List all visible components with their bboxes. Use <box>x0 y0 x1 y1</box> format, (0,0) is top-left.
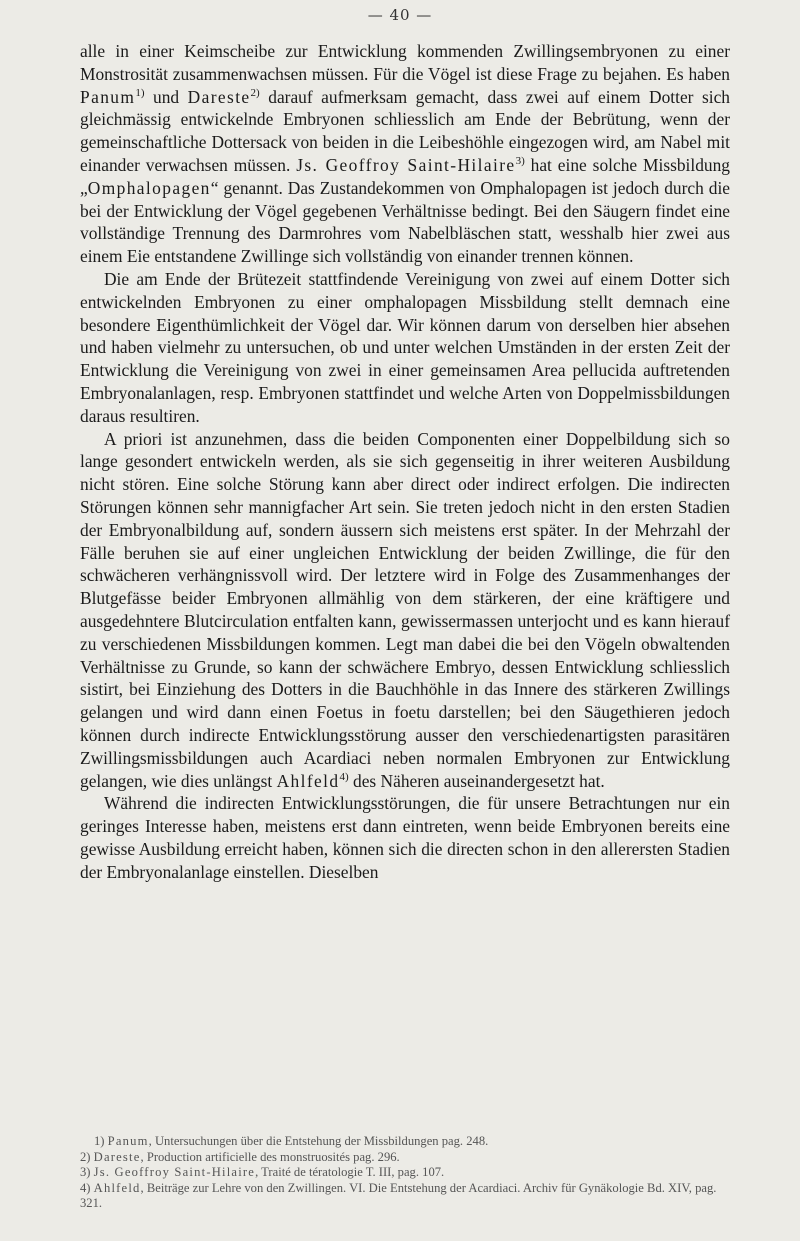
footnote-author: Ahlfeld <box>93 1180 141 1195</box>
footnote <box>80 1165 730 1181</box>
text-run: und <box>144 86 188 107</box>
footnote-mark: 4) <box>80 1180 91 1195</box>
paragraph <box>80 428 730 793</box>
footnote <box>80 1181 730 1212</box>
footnote-reference: 1) <box>135 86 145 99</box>
footnote <box>80 1150 730 1166</box>
footnotes <box>80 1134 730 1212</box>
paragraph <box>80 40 730 268</box>
text-run: hat eine solche Missbildung „ <box>80 154 730 198</box>
author-name: Dareste <box>187 86 251 107</box>
footnote-text: , Traité de tératologie T. III, pag. 107. <box>255 1165 445 1179</box>
footnote-mark: 1) <box>94 1134 105 1148</box>
text-run: Während die indirecten Entwicklungsstörungen, die für unsere Betrachtungen nur ein geringes Interesse haben, meistens erst dann eintreten, wenn beide Embryonen bereits eine gewisse Ausbildung erreicht haben, können sich die directen schon in den allerersten Stadien der Embryonalanlage einstellen. Dieselben <box>80 793 730 882</box>
footnote-reference: 2) <box>250 86 260 99</box>
author-name: Panum <box>80 86 136 107</box>
footnote-author: Panum <box>107 1134 149 1148</box>
text-run: des Näheren auseinandergesetzt hat. <box>348 770 605 791</box>
footnote <box>80 1134 730 1150</box>
footnote-text: , Production artificielle des monstruosités pag. 296. <box>140 1149 400 1164</box>
author-name: Js. Geoffroy Saint-Hilaire <box>296 154 516 175</box>
body-text <box>80 40 730 883</box>
footnote-mark: 2) <box>80 1149 91 1164</box>
page-number: — 40 — <box>367 6 433 24</box>
text-run: darauf aufmerksam gemacht, dass zwei auf einem Dotter sich gleichmässig entwickelnde Embryonen schliesslich am Ende der Bebrütung, wenn der gemeinschaftliche Dottersack von beiden in die Leibeshöhle eingezogen wird, am Nabel mit einander verwachsen müssen. <box>80 86 731 175</box>
footnote-mark: 3) <box>80 1165 91 1179</box>
footnote-text: , Beiträge zur Lehre von den Zwillingen. VI. Die Entstehung der Acardiaci. Archiv für Gynäkologie Bd. XIV, pag. 321. <box>80 1180 717 1210</box>
text-run: A priori ist anzunehmen, dass die beiden Componenten einer Doppelbildung sich so lange gesondert entwickeln werden, als sie sich gegenseitig in ihrer weiteren Ausbildung nicht stören. Eine solche Störung kann aber direct oder indirect erfolgen. Die indirecten Störungen können sehr mannigfacher Art sein. Sie treten jedoch nicht in den ersten Stadien der Embryonalbildung auf, sondern äussern sich meistens erst später. In der Mehrzahl der Fälle beruhen sie auf einer ungleichen Entwicklung der beiden Zwillinge, die für den schwächeren verhängnissvoll wird. Der letztere wird in Folge des Zusammenhanges der Blutgefässe beider Embryonen allmählig von dem stärkeren, der eine kräftigere und ausgedehntere Blutcirculation entfalten kann, gewissermassen unterjocht und es kann hierauf zu verschiedenen Missbildungen kommen. Legt man dabei die bei den Vögeln obwaltenden Verhältnisse zu Grunde, so kann der schwächere Embryo, dessen Entwicklung schliesslich sistirt, bei Einziehung des Dotters in die Bauchhöhle in das Innere des stärkeren Zwillings gelangen und wird dann einen Foetus in foetu darstellen; bei den Säugethieren jedoch können durch indirecte Entwicklungsstörung ausser den verschiedenartigsten parasitären Zwillingsmissbildungen auch Acardiaci neben normalen Embryonen zur Entwicklung gelangen, wie dies unlängst <box>80 428 730 791</box>
footnote-text: , Untersuchungen über die Entstehung der Missbildungen pag. 248. <box>148 1134 489 1148</box>
text-run: alle in einer Keimscheibe zur Entwicklung kommenden Zwillingsembryonen zu einer Monstrosität zusammenwachsen müssen. Für die Vögel ist diese Frage zu bejahen. Es haben <box>80 41 730 84</box>
paragraph <box>80 268 730 428</box>
text-run: “ genannt. Das Zustandekommen von Omphalopagen ist jedoch durch die bei der Entwicklung der Vögel gegebenen Verhältnisse bedingt. Bei den Säugern findet eine vollständige Trennung des Darmrohres vom Nabelbläschen statt, wesshalb hier zwei aus einem Eie entstandene Zwillinge sich vollständig von einander trennen können. <box>80 177 730 267</box>
footnote-reference: 3) <box>515 155 525 168</box>
footnote-author: Js. Geoffroy Saint-Hilaire <box>93 1165 256 1179</box>
author-name: Omphalopagen <box>87 177 211 198</box>
footnote-reference: 4) <box>339 770 349 783</box>
author-name: Ahlfeld <box>276 770 340 791</box>
paragraph <box>80 792 730 883</box>
text-run: Die am Ende der Brütezeit stattfindende Vereinigung von zwei auf einem Dotter sich entwickelnden Embryonen zu einer omphalopagen Missbildung stellt demnach eine besondere Eigenthümlichkeit der Vögel dar. Wir können darum von derselben hier absehen und haben vielmehr zu untersuchen, ob und unter welchen Umständen in der ersten Zeit der Entwicklung die Vereinigung von zwei in einer gemeinsamen Area pellucida auftretenden Embryonalanlagen, resp. Embryonen stattfindet und welche Arten von Doppelmissbildungen daraus resultiren. <box>80 268 730 426</box>
footnote-author: Dareste <box>93 1149 141 1164</box>
